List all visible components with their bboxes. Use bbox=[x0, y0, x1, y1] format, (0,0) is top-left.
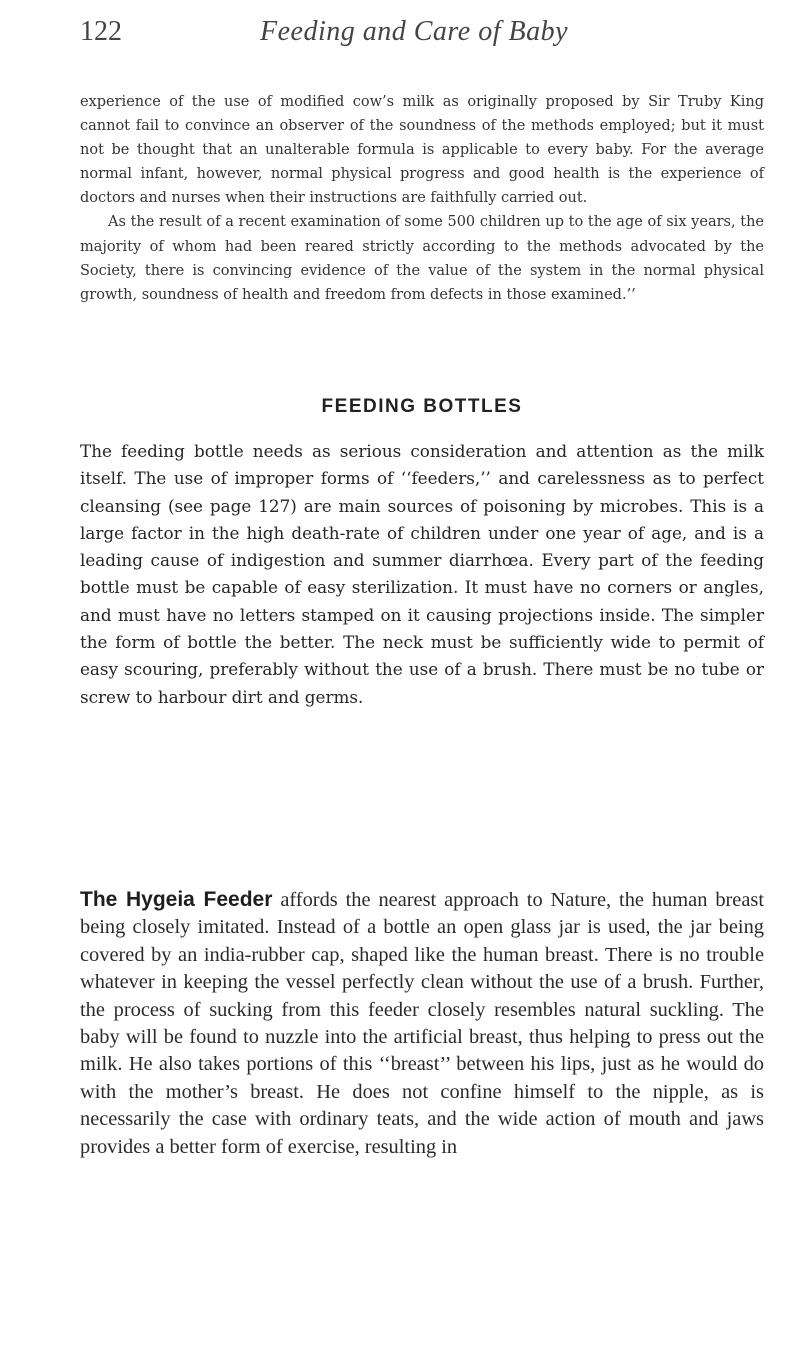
paragraph-body: affords the nearest approach to Nature, the human breast being closely imitated. Instead of a bottle an open glass jar is used, the jar being covered by an india-rubber cap, shaped like the human breast. There is no trouble whatever in keeping the vessel perfectly clean without the use of a brush. Further, the process of sucking from this feeder closely resembles natural suckling. The baby will be found to nuzzle into the artificial breast, thus helping to press out the milk. He also takes portions of this ‘‘breast’’ between his lips, just as he would do with the mother’s breast. He does not confine himself to the nipple, as is necessarily the case with ordinary teats, and the wide action of mouth and jaws provides a better form of exercise, resulting in bbox=[80, 889, 765, 1158]
running-title: Feeding and Care of Baby bbox=[260, 16, 569, 47]
paragraph-text bbox=[80, 886, 764, 1161]
quote-paragraph: As the result of a recent examination of some 500 children up to the age of six years, the majority of whom had been reared strictly according to the methods advocated by the Society, there is convincing evidence of the value of the system in the normal physical growth, soundness of health and freedom from defects in those examined.’’ bbox=[80, 214, 764, 303]
hygeia-feeder-paragraph bbox=[80, 886, 764, 1161]
body-paragraph bbox=[80, 438, 764, 711]
quoted-passage bbox=[80, 90, 764, 307]
paragraph-text: The feeding bottle needs as serious consideration and attention as the milk itself. The use of improper forms of ‘‘feeders,’’ and carelessness as to perfect cleansing (see page 127) are main sources of poisoning by microbes. This is a large factor in the high death-rate of children under one year of age, and is a leading cause of indigestion and summer diarrhœa. Every part of the feeding bottle must be capable of easy sterilization. It must have no corners or angles, and must have no letters stamped on it causing projections inside. The simpler the form of bottle the better. The neck must be sufficiently wide to permit of easy scouring, preferably without the use of a brush. There must be no tube or screw to harbour dirt and germs. bbox=[80, 441, 764, 707]
page-header bbox=[80, 16, 760, 56]
section-heading: FEEDING BOTTLES bbox=[321, 396, 523, 417]
quote-paragraph: experience of the use of modified cow’s milk as originally proposed by Sir Truby King cannot fail to convince an observer of the soundness of the methods employed; but it must not be thought that an unalterable formula is applicable to every baby. For the average normal infant, however, normal physical progress and good health is the experience of doctors and nurses when their instructions are faithfully carried out. bbox=[80, 94, 764, 207]
run-in-heading: The Hygeia Feeder bbox=[80, 888, 273, 911]
page-number: 122 bbox=[80, 16, 122, 47]
